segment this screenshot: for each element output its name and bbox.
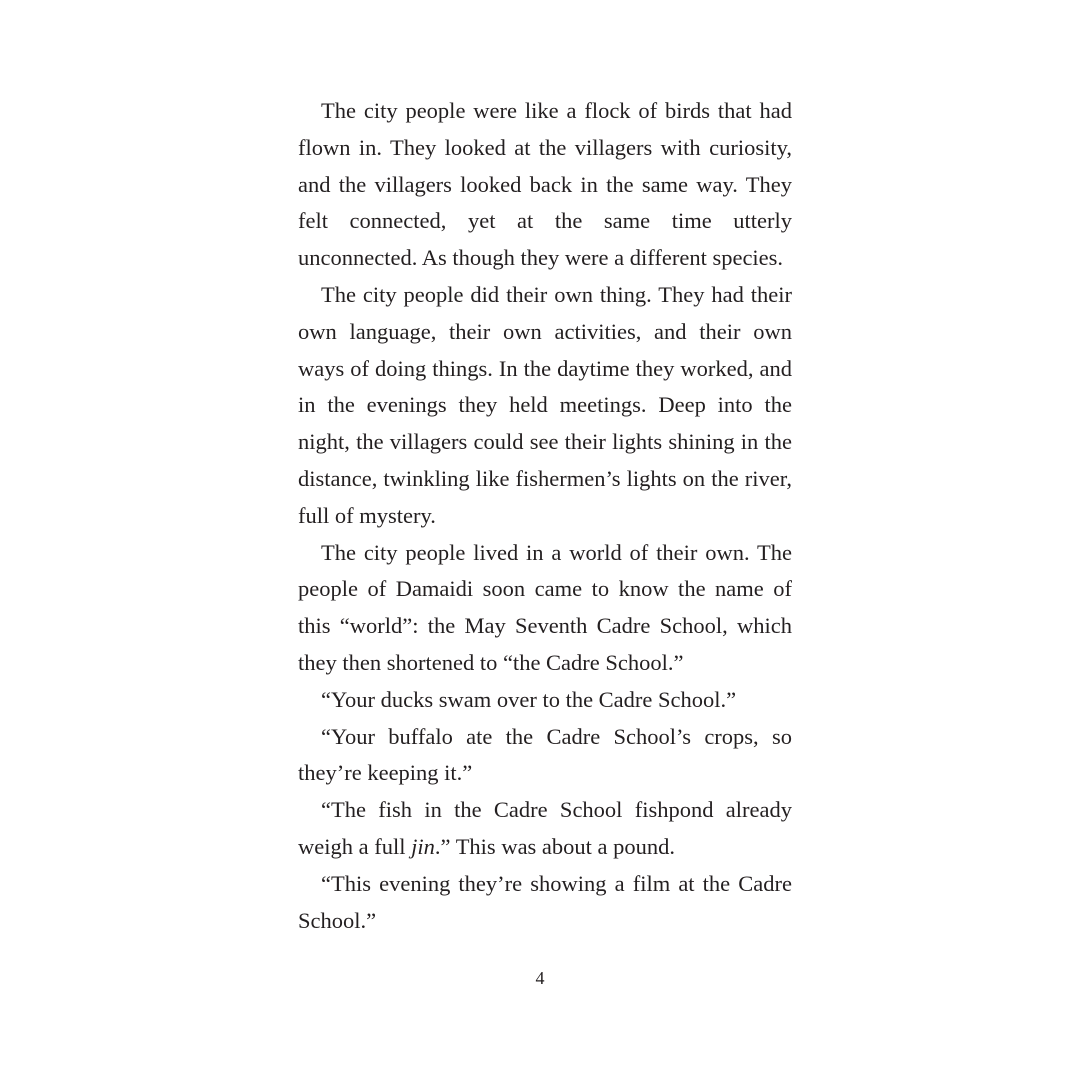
paragraph: The city people were like a flock of birds that had flown in. They looked at the villagers with curiosity, and the villagers looked back in the same way. They felt connected, yet at the same time utterly unconnected. As though they were a different species.	[298, 98, 792, 271]
paragraph: The city people did their own thing. They had their own language, their own activities, and their own ways of doing things. In the daytime they worked, and in the evenings they held meetings. Deep into the night, the villagers could see their lights shining in the distance, twinkling like fishermen’s lights on the river, full of mystery.	[298, 281, 792, 528]
paragraph: The city people lived in a world of their own. The people of Damaidi soon came to know the name of this “world”: the May Seventh Cadre School, which they then shortened to “the Cadre School.”	[298, 539, 792, 675]
body-text	[298, 93, 792, 939]
dialogue-paragraph: “This evening they’re showing a film at the Cadre School.”	[298, 870, 792, 933]
page-number: 4	[535, 968, 545, 988]
dialogue-paragraph	[298, 792, 792, 866]
paragraph-text: .” This was about a pound.	[434, 833, 676, 859]
paragraph-text: “The fish in the Cadre School fishpond already weigh a full	[298, 797, 792, 859]
italic-term: jin	[411, 833, 435, 859]
dialogue-paragraph: “Your buffalo ate the Cadre School’s crops, so they’re keeping it.”	[298, 723, 792, 786]
dialogue-paragraph: “Your ducks swam over to the Cadre School.”	[321, 686, 737, 712]
